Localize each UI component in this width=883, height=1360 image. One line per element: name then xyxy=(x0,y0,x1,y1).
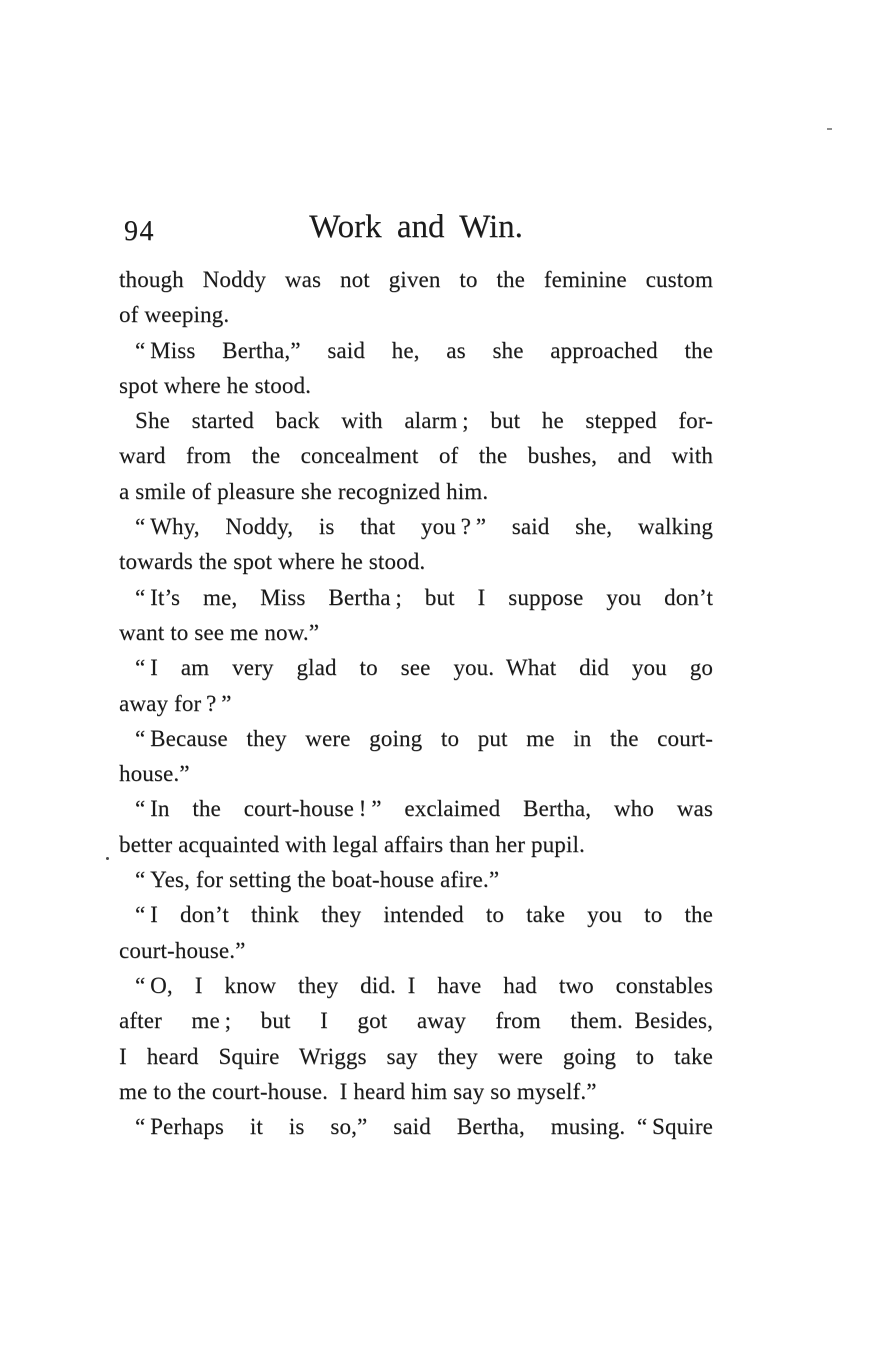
text-line: “ Because they were going to put me in the court- xyxy=(135,725,713,751)
running-title: Work and Win. xyxy=(309,209,523,245)
page-number: 94 xyxy=(124,216,155,247)
text-line: better acquainted with legal affairs than her pupil. xyxy=(119,831,585,857)
text-line: towards the spot where he stood. xyxy=(119,549,426,575)
text-line: ward from the concealment of the bushes, and with xyxy=(119,443,713,469)
text-line: I heard Squire Wriggs say they were going to take xyxy=(119,1043,713,1069)
text-line: “ I am very glad to see you. What did you go xyxy=(135,655,713,681)
text-block xyxy=(119,262,713,1144)
text-line: “ Perhaps it is so,” said Bertha, musing. “ Squire xyxy=(135,1114,713,1140)
text-line: “ Yes, for setting the boat-house afire.” xyxy=(135,867,500,893)
text-line: “ In the court-house ! ” exclaimed Bertha, who was xyxy=(135,796,713,822)
text-line: after me ; but I got away from them. Besides, xyxy=(119,1008,713,1034)
scan-speck xyxy=(827,128,832,130)
text-line: court-house.” xyxy=(119,937,246,963)
text-line: away for ? ” xyxy=(119,690,232,716)
text-line: want to see me now.” xyxy=(119,619,320,645)
scan-speck xyxy=(106,857,109,860)
text-line: “ Miss Bertha,” said he, as she approached the xyxy=(135,337,713,363)
text-line: “ Why, Noddy, is that you ? ” said she, walking xyxy=(135,514,713,540)
text-line: “ I don’t think they intended to take you to the xyxy=(135,902,713,928)
text-line: “ It’s me, Miss Bertha ; but I suppose you don’t xyxy=(135,584,713,610)
text-line: me to the court-house. I heard him say so myself.” xyxy=(119,1078,597,1104)
text-line: She started back with alarm ; but he stepped for- xyxy=(135,408,713,434)
text-line: “ O, I know they did. I have had two constables xyxy=(135,972,713,998)
text-line: a smile of pleasure she recognized him. xyxy=(119,478,489,504)
text-line: though Noddy was not given to the feminine custom xyxy=(119,267,713,292)
text-line: of weeping. xyxy=(119,302,230,328)
text-line: spot where he stood. xyxy=(119,372,312,398)
text-line: house.” xyxy=(119,761,190,787)
